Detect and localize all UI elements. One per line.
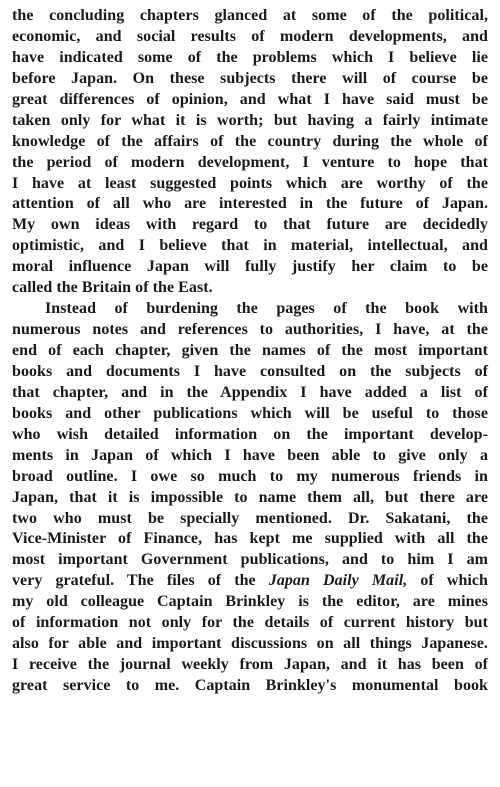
paragraph xyxy=(12,299,488,697)
text-line: my old colleague Captain Brinkley is the editor, are mines xyxy=(12,593,488,611)
text-line: that chapter, and in the Appendix I have added a list of xyxy=(12,383,488,401)
text-line: broad outline. I owe so much to my numerous friends in xyxy=(12,467,488,485)
text-line: who wish detailed information on the important develop- xyxy=(12,425,488,443)
text-line: ments in Japan of which I have been able to give only a xyxy=(12,446,488,464)
text-line: Japan, that it is impossible to name them all, but there are xyxy=(12,488,488,506)
text-line: before Japan. On these subjects there will of course be xyxy=(12,69,488,87)
text-line: moral influence Japan will fully justify her claim to be xyxy=(12,258,488,276)
text-line: I receive the journal weekly from Japan, and it has been of xyxy=(12,656,488,674)
text-line: called the Britain of the East. xyxy=(12,279,213,297)
text-line: the period of modern development, I venture to hope that xyxy=(12,153,488,171)
text-line: books and other publications which will be useful to those xyxy=(12,404,488,422)
paragraph xyxy=(12,6,488,299)
text-line: of information not only for the details of current history but xyxy=(12,614,488,632)
text-line: attention of all who are interested in the future of Japan. xyxy=(12,195,488,213)
text-line: Instead of burdening the pages of the book with xyxy=(45,300,488,318)
text-line: two who must be specially mentioned. Dr. Sakatani, the xyxy=(12,509,488,527)
publication-title: Japan Daily Mail, xyxy=(268,572,408,590)
text-segment: of which xyxy=(407,572,489,590)
text-line: also for able and important discussions on all things Japanese. xyxy=(12,635,488,653)
text-line: Vice-Minister of Finance, has kept me supplied with all the xyxy=(12,530,488,548)
text-line xyxy=(12,571,488,592)
text-line: great service to me. Captain Brinkley's monumental book xyxy=(12,677,488,694)
text-line: My own ideas with regard to that future are decidedly xyxy=(12,216,488,234)
text-line: I have at least suggested points which are worthy of the xyxy=(12,174,488,192)
text-line: have indicated some of the problems which I believe lie xyxy=(12,48,488,66)
text-line: the concluding chapters glanced at some of the political, xyxy=(12,7,488,24)
text-line: knowledge of the affairs of the country during the whole of xyxy=(12,132,488,150)
text-line: most important Government publications, and to him I am xyxy=(12,551,488,569)
text-line: end of each chapter, given the names of the most important xyxy=(12,342,488,359)
text-line: numerous notes and references to authorities, I have, at the xyxy=(12,321,488,339)
text-line: taken only for what it is worth; but having a fairly intimate xyxy=(12,111,488,129)
text-line: books and documents I have consulted on the subjects of xyxy=(12,362,488,380)
text-line: economic, and social results of modern developments, and xyxy=(12,27,488,45)
text-segment: very grateful. The files of the xyxy=(12,572,269,590)
text-line: great differences of opinion, and what I have said must be xyxy=(12,90,488,108)
text-line: optimistic, and I believe that in material, intellectual, and xyxy=(12,237,488,255)
